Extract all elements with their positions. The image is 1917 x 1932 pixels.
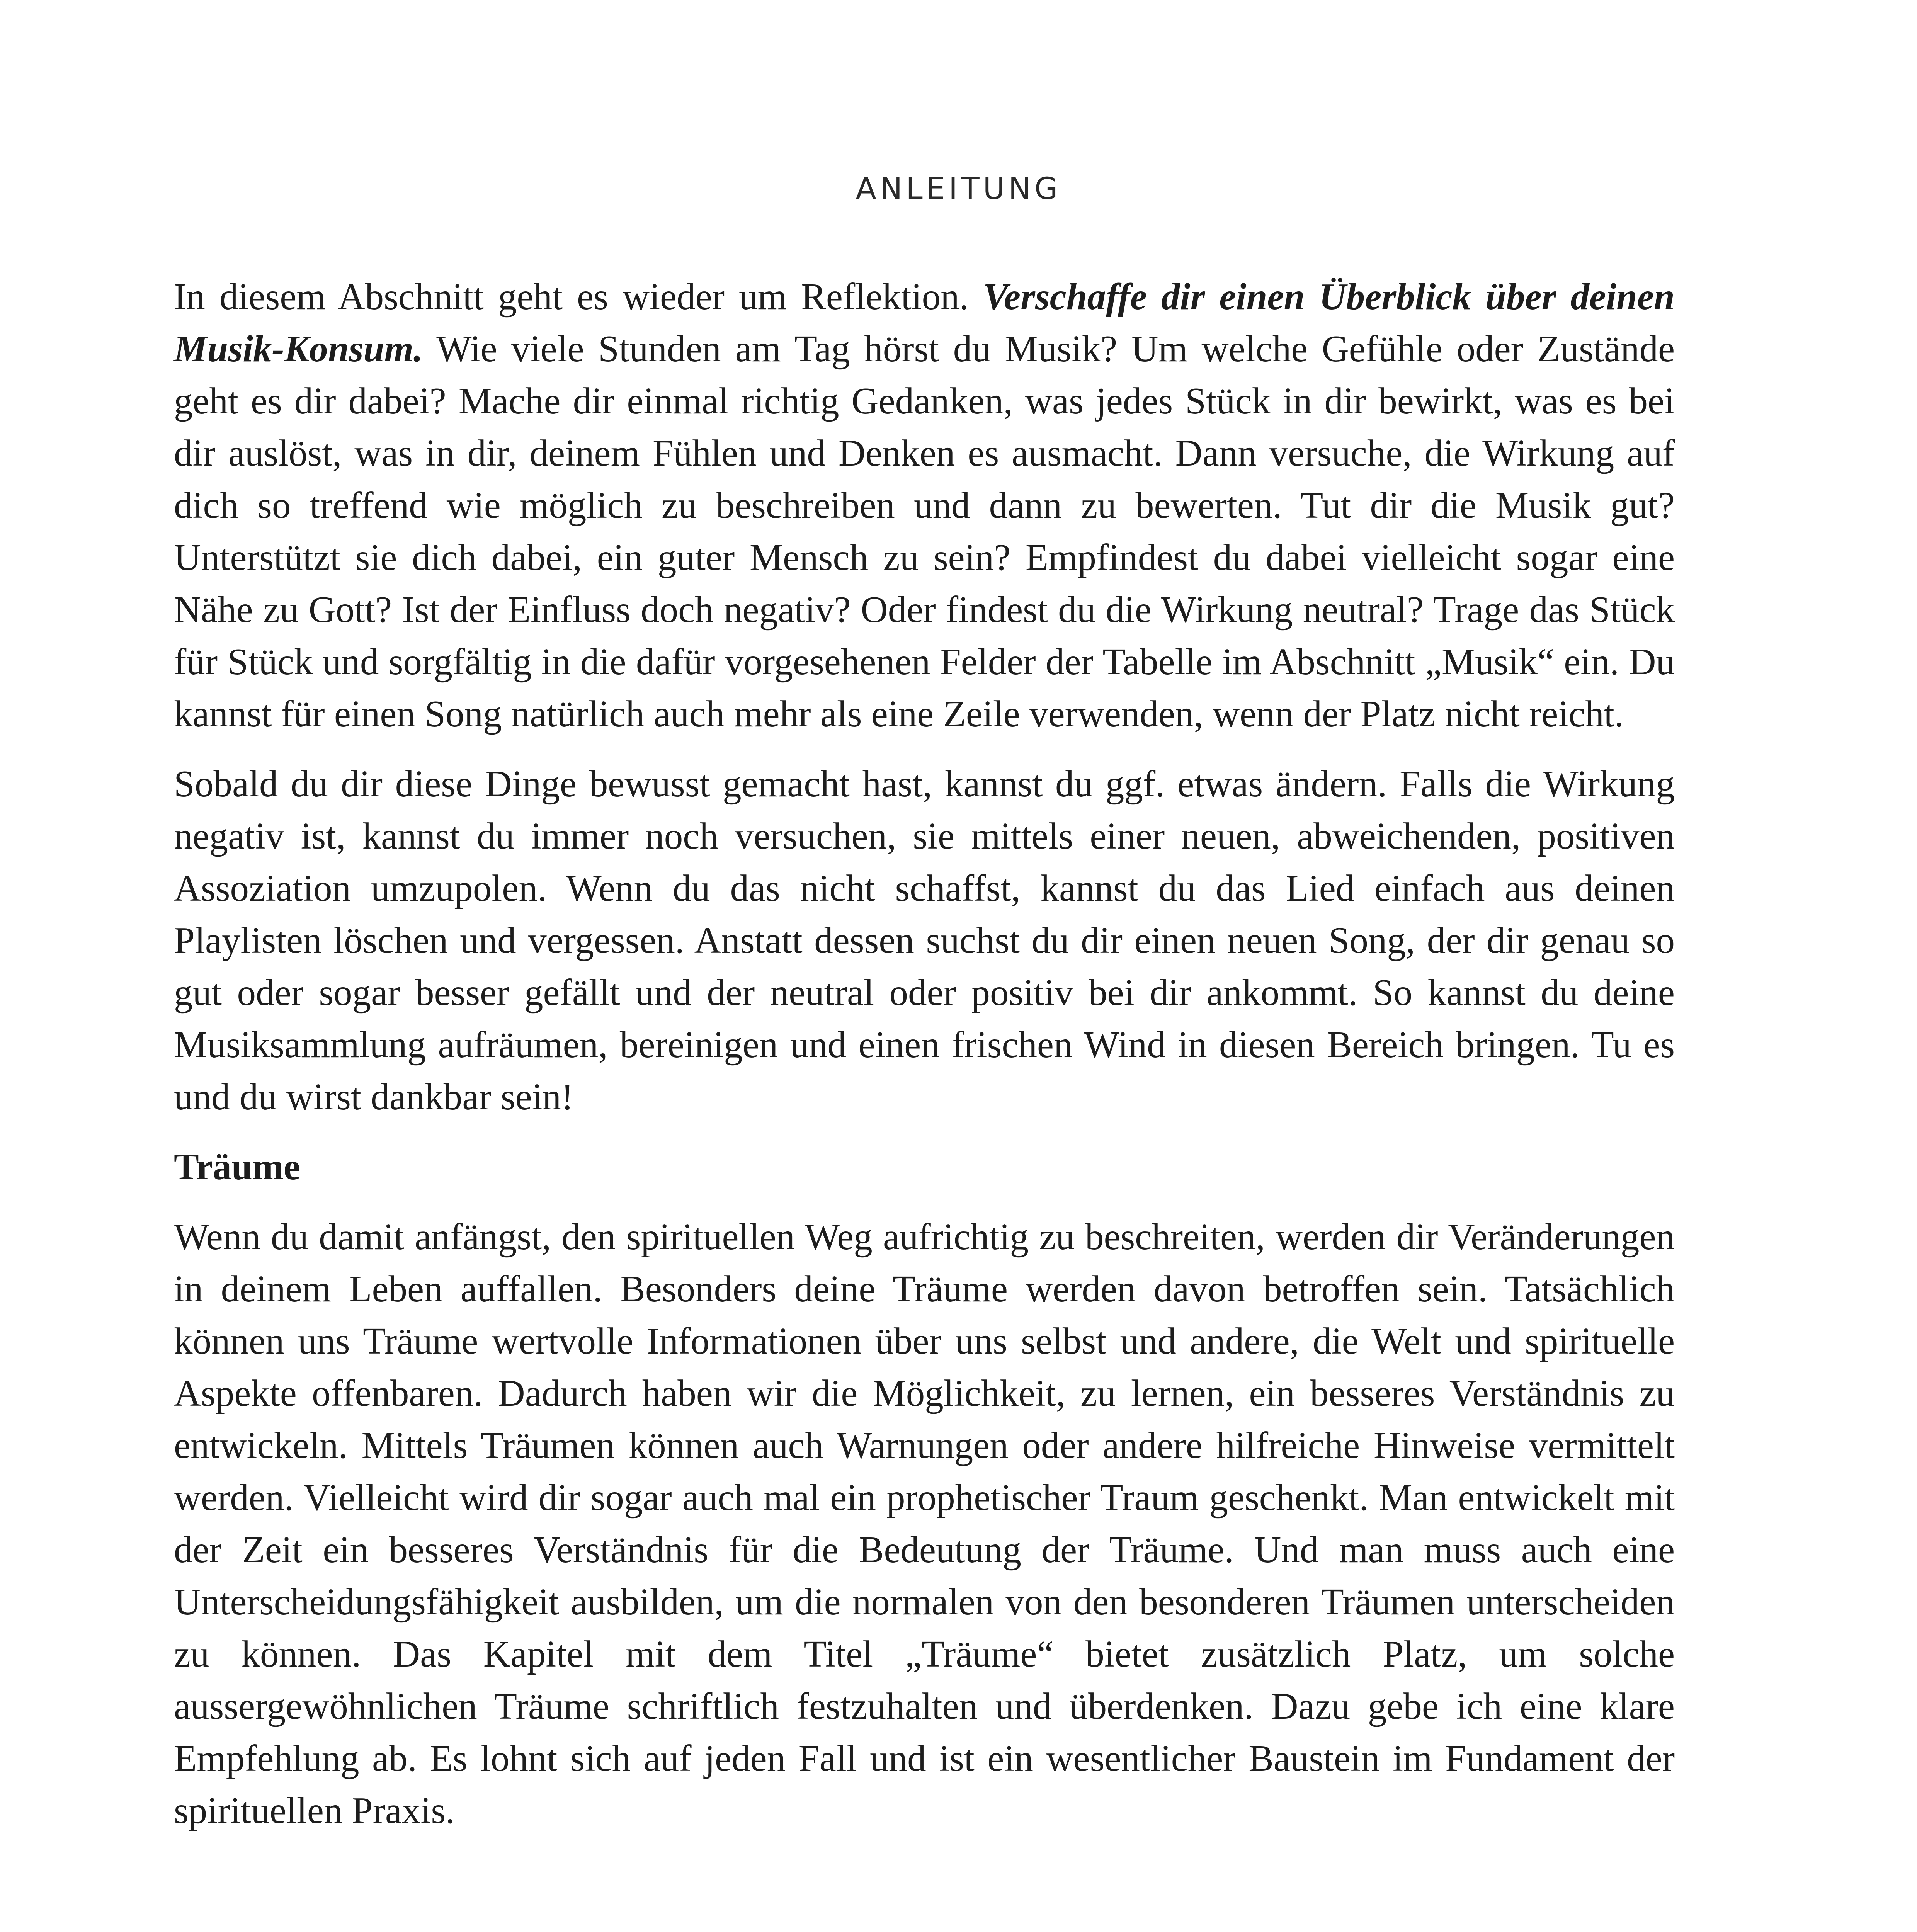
emphasized-instruction: Verschaffe dir einen Überblick über deinen Musik-Konsum.: [174, 276, 1675, 369]
paragraph-dreams: Wenn du damit anfängst, den spirituellen Weg aufrichtig zu beschreiten, werden dir Veränderungen in deinem Leben auffallen. Besonders deine Träume werden davon betroffen sein. Tatsächlich können uns Träume wertvolle Informationen über uns selbst und andere, die Welt und spirituelle Aspekte offenbaren. Dadurch haben wir die Möglichkeit, zu lernen, ein besseres Verständnis zu entwickeln. Mittels Träumen können auch Warnungen oder andere hilfreiche Hinweise vermittelt werden. Vielleicht wird dir sogar auch mal ein prophetischer Traum geschenkt. Man entwickelt mit der Zeit ein besseres Verständnis für die Bedeutung der Träume. Und man muss auch eine Unterscheidungsfähigkeit ausbilden, um die normalen von den besonderen Träumen unterscheiden zu können. Das Kapitel mit dem Titel „Träume“ bietet zusätzlich Platz, um solche aussergewöhnlichen Träume schriftlich festzuhalten und überdenken. Dazu gebe ich eine klare Empfehlung ab. Es lohnt sich auf jeden Fall und ist ein wesentlicher Baustein im Fundament der spirituellen Praxis.: [174, 1216, 1675, 1831]
paragraph-lead-text: In diesem Abschnitt geht es wieder um Reflektion.: [174, 276, 983, 317]
section-heading-traeume: Träume: [174, 1146, 300, 1187]
body-text: [174, 270, 1675, 1854]
running-header: ANLEITUNG: [856, 172, 1061, 206]
paragraph-rest-text: Wie viele Stunden am Tag hörst du Musik? Um welche Gefühle oder Zustände geht es dir dabei? Mache dir einmal richtig Gedanken, was jedes Stück in dir bewirkt, was es bei dir auslöst, was in dir, deinem Fühlen und Denken es ausmacht. Dann versuche, die Wirkung auf dich so treffend wie möglich zu beschreiben und dann zu bewerten. Tut dir die Musik gut? Unterstützt sie dich dabei, ein guter Mensch zu sein? Empfindest du dabei vielleicht sogar eine Nähe zu Gott? Ist der Einfluss doch negativ? Oder findest du die Wirkung neutral? Trage das Stück für Stück und sorgfältig in die dafür vorgesehenen Felder der Tabelle im Abschnitt „Musik“ ein. Du kannst für einen Song natürlich auch mehr als eine Zeile verwenden, wenn der Platz nicht reicht.: [174, 328, 1675, 735]
paragraph-music-reflection: [174, 270, 1675, 740]
paragraph-music-change: Sobald du dir diese Dinge bewusst gemacht hast, kannst du ggf. etwas ändern. Falls die Wirkung negativ ist, kannst du immer noch versuchen, sie mittels einer neuen, abweichenden, positiven Assoziation umzupolen. Wenn du das nicht schaffst, kannst du das Lied einfach aus deinen Playlisten löschen und vergessen. Anstatt dessen suchst du dir einen neuen Song, der dir genau so gut oder sogar besser gefällt und der neutral oder positiv bei dir ankommt. So kannst du deine Musiksammlung aufräumen, bereinigen und einen frischen Wind in diesen Bereich bringen. Tu es und du wirst dankbar sein!: [174, 763, 1675, 1117]
